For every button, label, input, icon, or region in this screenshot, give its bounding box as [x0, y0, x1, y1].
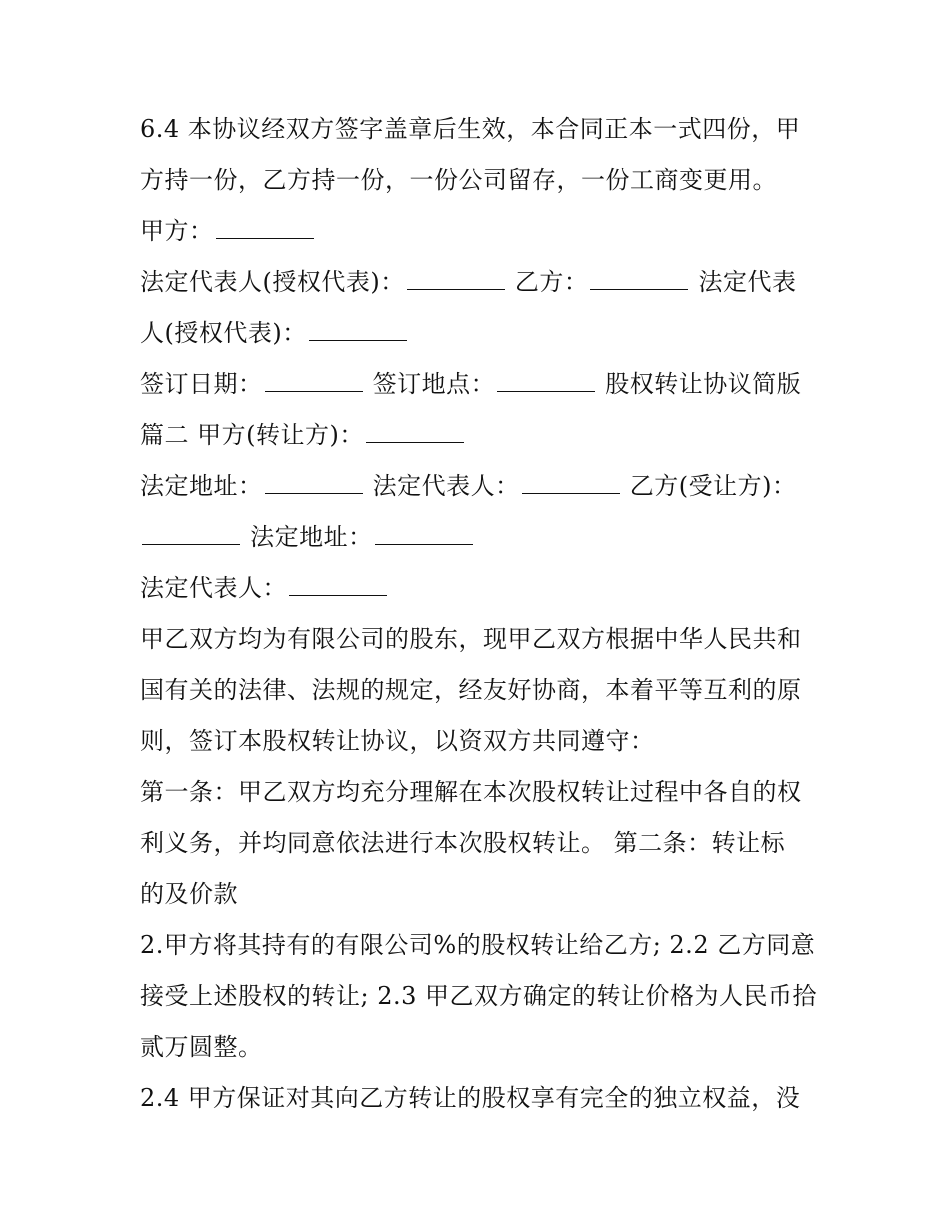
document-text: 6.4 本协议经双方签字盖章后生效，本合同正本一式四份，甲 [140, 115, 801, 143]
document-text: 接受上述股权的转让; 2.3 甲乙双方确定的转让价格为人民币拾 [140, 982, 818, 1010]
document-text: 第一条：甲乙双方均充分理解在本次股权转让过程中各自的权 [140, 778, 802, 806]
document-body [140, 104, 820, 1124]
document-line [140, 614, 820, 665]
document-text: 法定代表人(授权代表)： [140, 268, 405, 296]
document-text: 法定代表 [690, 268, 797, 296]
document-text: 法定地址： [140, 472, 263, 500]
fill-in-blank [590, 288, 688, 290]
document-text: 法定地址： [242, 523, 373, 551]
document-line [140, 359, 820, 410]
document-line [140, 1073, 820, 1124]
document-line [140, 716, 820, 767]
document-line [140, 920, 820, 971]
fill-in-blank [366, 441, 464, 443]
fill-in-blank [407, 288, 505, 290]
document-line [140, 767, 820, 818]
document-text: 则，签订本股权转让协议，以资双方共同遵守： [140, 727, 655, 755]
document-text: 人(授权代表)： [140, 319, 307, 347]
document-line [140, 308, 820, 359]
document-text: 股权转让协议简版 [597, 370, 802, 398]
fill-in-blank [142, 543, 240, 545]
document-text: 乙方(受让方)： [621, 472, 797, 500]
document-text: 签订地点： [364, 370, 496, 398]
document-text: 法定代表人： [140, 574, 287, 602]
document-line [140, 971, 820, 1022]
document-line [140, 461, 820, 512]
fill-in-blank [497, 390, 595, 392]
document-text: 2.4 甲方保证对其向乙方转让的股权享有完全的独立权益，没 [140, 1084, 801, 1112]
document-text: 的及价款 [140, 880, 238, 908]
document-text: 签订日期： [140, 370, 263, 398]
document-line [140, 410, 820, 461]
document-line [140, 869, 820, 920]
document-text: 乙方： [506, 268, 589, 296]
document-text: 贰万圆整。 [140, 1033, 263, 1061]
document-line [140, 512, 820, 563]
fill-in-blank [309, 339, 407, 341]
document-text: 篇二 甲方(转让方)： [140, 421, 364, 449]
document-text: 利义务，并均同意依法进行本次股权转让。 第二条：转让标 [140, 829, 786, 857]
document-text: 甲乙双方均为有限公司的股东，现甲乙双方根据中华人民共和 [140, 625, 802, 653]
document-text: 国有关的法律、法规的规定，经友好协商，本着平等互利的原 [140, 676, 802, 704]
document-text: 2.甲方将其持有的有限公司%的股权转让给乙方; 2.2 乙方同意 [140, 931, 816, 959]
document-text: 方持一份，乙方持一份，一份公司留存，一份工商变更用。 [140, 166, 777, 194]
document-line [140, 818, 820, 869]
fill-in-blank [265, 492, 363, 494]
fill-in-blank [265, 390, 363, 392]
document-line [140, 257, 820, 308]
document-line [140, 1022, 820, 1073]
document-line [140, 665, 820, 716]
document-text: 法定代表人： [364, 472, 520, 500]
fill-in-blank [216, 237, 314, 239]
document-text: 甲方： [140, 217, 214, 245]
fill-in-blank [289, 594, 387, 596]
fill-in-blank [375, 543, 473, 545]
document-line [140, 104, 820, 155]
document-line [140, 206, 820, 257]
document-line [140, 563, 820, 614]
document-line [140, 155, 820, 206]
fill-in-blank [522, 492, 620, 494]
